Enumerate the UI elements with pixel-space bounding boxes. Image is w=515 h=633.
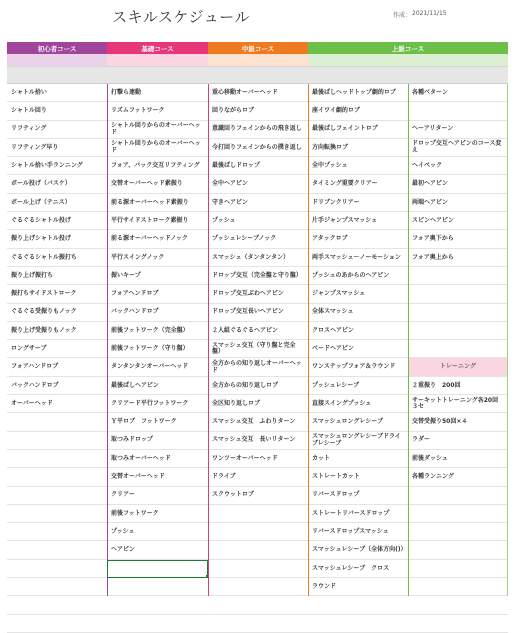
table-row	[7, 121, 508, 139]
cell-advanced[interactable]: ジャンプスマッシュ	[308, 285, 408, 303]
cell-advanced-extra[interactable]: 各種ベターン	[408, 84, 508, 102]
cell-intermediate[interactable]: ２人組ぐるぐるヘアピン	[208, 322, 308, 340]
cell-advanced[interactable]: スマッシュロングレシーブ	[308, 413, 408, 431]
cell-beginner[interactable]: リフティング早り	[7, 139, 107, 157]
cell-advanced[interactable]	[308, 615, 408, 633]
tint-cell[interactable]	[107, 54, 208, 67]
cell-basic[interactable]	[107, 596, 208, 614]
table-row	[7, 450, 508, 468]
cell-advanced[interactable]: 全体スマッシュ	[308, 304, 408, 322]
cell-intermediate[interactable]: スマッシュ交互（守り盤と完全盤）	[208, 340, 308, 358]
cell-advanced[interactable]: 最後ぱしへッドトップ劇的ロブ	[308, 84, 408, 102]
table-row	[7, 487, 508, 505]
cell-beginner[interactable]	[7, 432, 107, 450]
cell-intermediate[interactable]: プッシュ	[208, 212, 308, 230]
table-row	[7, 304, 508, 322]
cell-basic[interactable]: バックハンドロブ	[107, 304, 208, 322]
cell-basic[interactable]: 打撃ら連動	[107, 84, 208, 102]
skill-grid	[7, 84, 508, 633]
cell-advanced[interactable]: ワンステップフォア＆ラウンド	[308, 358, 408, 376]
cell-basic[interactable]: リズムフットワーク	[107, 102, 208, 120]
cell-beginner[interactable]: ぐるぐる受振りもノック	[7, 304, 107, 322]
cell-intermediate[interactable]: 今打回りフェインからの撲き返し	[208, 139, 308, 157]
table-row	[7, 322, 508, 340]
table-row	[7, 267, 508, 285]
table-row	[7, 249, 508, 267]
cell-advanced[interactable]: カット	[308, 450, 408, 468]
cell-beginner[interactable]	[7, 487, 107, 505]
cell-advanced[interactable]: 最後ぱしフェイントロブ	[308, 121, 408, 139]
cell-basic[interactable]: 前る源オーバーヘッド素振り	[107, 194, 208, 212]
cell-advanced-extra[interactable]: ドロップ交互ヘアピンのコース変え	[408, 139, 508, 157]
cell-advanced-extra[interactable]	[408, 304, 508, 322]
sheet-title: スキルスケジュール	[112, 8, 251, 26]
table-row	[7, 157, 508, 175]
cell-advanced-extra[interactable]	[408, 267, 508, 285]
cell-basic[interactable]: 交替オーバーヘッド素振り	[107, 175, 208, 193]
table-row	[7, 84, 508, 102]
table-row	[7, 285, 508, 303]
cell-basic[interactable]: 取つみオーバーヘッド	[107, 450, 208, 468]
tint-row	[7, 54, 508, 67]
created-date: 2021/11/15	[412, 10, 447, 17]
table-row	[7, 413, 508, 431]
spacer-row	[7, 67, 508, 84]
cell-intermediate[interactable]: 全方からの知り返しロブ	[208, 377, 308, 395]
cell-beginner[interactable]	[7, 596, 107, 614]
cell-beginner[interactable]: シャトル拾い手ランニング	[7, 157, 107, 175]
cell-beginner[interactable]: ボール上げ（テニス）	[7, 194, 107, 212]
cell-advanced-extra[interactable]: 最初ヘアピン	[408, 175, 508, 193]
table-row	[7, 395, 508, 413]
cell-intermediate[interactable]: 守きヘアピン	[208, 194, 308, 212]
cell-advanced-extra[interactable]	[408, 578, 508, 596]
cell-advanced[interactable]: スマッシュロングレシーブドライブレシーブ	[308, 432, 408, 450]
cell-beginner[interactable]: 振り上げシャトル投げ	[7, 230, 107, 248]
cell-advanced-extra[interactable]: 交替受振り50回×４	[408, 413, 508, 431]
cell-basic[interactable]: ヘアピン	[107, 541, 208, 559]
cell-advanced-extra[interactable]: 前後ダッシュ	[408, 450, 508, 468]
cell-beginner[interactable]: ぐるぐるシャトル投げ	[7, 212, 107, 230]
cell-basic[interactable]: プッシュ	[107, 523, 208, 541]
cell-beginner[interactable]: ボール投げ（バスケ）	[7, 175, 107, 193]
cell-advanced-extra[interactable]: 各種ランニング	[408, 468, 508, 486]
table-row	[7, 541, 508, 559]
cell-basic[interactable]: 前後フットワーク	[107, 505, 208, 523]
cell-beginner[interactable]: シャトル回り	[7, 102, 107, 120]
cell-intermediate[interactable]: ドロップ交互（完全盤と守り盤）	[208, 267, 308, 285]
cell-advanced-extra[interactable]: フォア奥下から	[408, 230, 508, 248]
cell-beginner[interactable]: ぐるぐるシャトル振打ち	[7, 249, 107, 267]
cell-advanced-extra[interactable]	[408, 615, 508, 633]
table-row	[7, 523, 508, 541]
cell-beginner[interactable]	[7, 578, 107, 596]
column-divider	[308, 84, 309, 596]
table-row	[7, 560, 508, 578]
cell-basic[interactable]: 振いキープ	[107, 267, 208, 285]
table-row	[7, 505, 508, 523]
table-row	[7, 230, 508, 248]
cell-advanced-extra[interactable]: トレーニング	[408, 358, 508, 376]
cell-advanced[interactable]: ドリブンクリアー	[308, 194, 408, 212]
table-row	[7, 194, 508, 212]
cell-advanced[interactable]: リバースドロップ	[308, 487, 408, 505]
column-divider	[408, 84, 409, 596]
cell-advanced-extra[interactable]	[408, 322, 508, 340]
cell-advanced[interactable]: ストレートリバースドロップ	[308, 505, 408, 523]
cell-advanced-extra[interactable]: ヘーアリターン	[408, 121, 508, 139]
cell-advanced[interactable]: ストレートカット	[308, 468, 408, 486]
cell-beginner[interactable]	[7, 523, 107, 541]
cell-intermediate[interactable]	[208, 505, 308, 523]
cell-beginner[interactable]: バックハンドロブ	[7, 377, 107, 395]
cell-advanced[interactable]: 直接スイングプッシュ	[308, 395, 408, 413]
table-row	[7, 139, 508, 157]
table-row	[7, 340, 508, 358]
cell-intermediate[interactable]: ドロップ交互ぶわヘアピン	[208, 285, 308, 303]
cell-intermediate[interactable]: 全中ヘアピン	[208, 175, 308, 193]
table-row	[7, 377, 508, 395]
cell-beginner[interactable]	[7, 560, 107, 578]
cell-beginner[interactable]	[7, 505, 107, 523]
cell-advanced[interactable]: クロスヘアピン	[308, 322, 408, 340]
cell-intermediate[interactable]: スクウットロブ	[208, 487, 308, 505]
cell-intermediate[interactable]: 最後ぱしドロップ	[208, 157, 308, 175]
cell-advanced-extra[interactable]: ２重振り 200回	[408, 377, 508, 395]
cell-basic[interactable]: 前る源オーバーヘッドノック	[107, 230, 208, 248]
cell-advanced[interactable]: スマッシュレシーブ クロス	[308, 560, 408, 578]
cell-advanced[interactable]: 両手スマッシュ〜ノーモーション	[308, 249, 408, 267]
cell-beginner[interactable]: ロングサーブ	[7, 340, 107, 358]
cell-beginner[interactable]: 振り上げ振打ち	[7, 267, 107, 285]
column-divider	[107, 84, 108, 596]
cell-basic[interactable]: 平行サイドストローク素振り	[107, 212, 208, 230]
schedule-sheet	[7, 42, 508, 595]
cell-basic[interactable]: 前後フットワーク（完全盤）	[107, 322, 208, 340]
column-divider	[507, 84, 508, 596]
header-intermediate[interactable]: 中級コース	[208, 42, 308, 54]
table-row	[7, 615, 508, 633]
cell-advanced-extra[interactable]: 両端ヘアピン	[408, 194, 508, 212]
cell-beginner[interactable]: シャトル拾い	[7, 84, 107, 102]
table-row	[7, 175, 508, 193]
cell-intermediate[interactable]: スマッシュ交互 ふわりターン	[208, 413, 308, 431]
tint-cell[interactable]	[208, 54, 308, 67]
cell-basic[interactable]: 前後フットワーク（守り盤）	[107, 340, 208, 358]
cell-basic[interactable]: シャトル回りからのオーバーヘッド	[107, 121, 208, 139]
table-row	[7, 596, 508, 614]
cell-advanced[interactable]: プッシュのあからのヘアピン	[308, 267, 408, 285]
cell-advanced-extra[interactable]	[408, 541, 508, 559]
cell-beginner[interactable]	[7, 468, 107, 486]
cell-basic[interactable]: シャトル回りからのオーバーヘッド	[107, 139, 208, 157]
cell-advanced[interactable]: スマッシュレシーブ（全体方向()）	[308, 541, 408, 559]
cell-advanced-extra[interactable]	[408, 505, 508, 523]
table-row	[7, 212, 508, 230]
course-header-row	[7, 42, 508, 54]
cell-intermediate[interactable]: ドライブ	[208, 468, 308, 486]
cell-intermediate[interactable]: ドロップ交互長いヘアピン	[208, 304, 308, 322]
cell-basic[interactable]: タンタンタンオーバーヘッド	[107, 358, 208, 376]
cell-advanced[interactable]: 座イワイ劇的ロブ	[308, 102, 408, 120]
cell-advanced-extra[interactable]	[408, 340, 508, 358]
cell-beginner[interactable]	[7, 615, 107, 633]
cell-intermediate[interactable]: スマッシュ交互 長いリターン	[208, 432, 308, 450]
cell-advanced[interactable]: 片手ジャンプスマッシュ	[308, 212, 408, 230]
cell-intermediate[interactable]	[208, 596, 308, 614]
cell-beginner[interactable]: 振打ちサイドストローク	[7, 285, 107, 303]
cell-beginner[interactable]	[7, 541, 107, 559]
cell-basic[interactable]: 最後ぱしヘアピン	[107, 377, 208, 395]
cell-advanced[interactable]: アタックロブ	[308, 230, 408, 248]
cell-advanced[interactable]: プッシュレシーブ	[308, 377, 408, 395]
cell-intermediate[interactable]: ワンツーオーバーヘッド	[208, 450, 308, 468]
cell-advanced-extra[interactable]: サーキットトレーニング各20回３セ	[408, 395, 508, 413]
cell-advanced-extra[interactable]: フォア奥上から	[408, 249, 508, 267]
tint-cell[interactable]	[7, 54, 107, 67]
cell-advanced[interactable]	[308, 596, 408, 614]
cell-beginner[interactable]: オーバーヘッド	[7, 395, 107, 413]
cell-advanced-extra[interactable]	[408, 285, 508, 303]
cell-intermediate[interactable]	[208, 541, 308, 559]
cell-intermediate[interactable]: プッシュレシーブノック	[208, 230, 308, 248]
tint-cell[interactable]	[408, 54, 508, 67]
cell-intermediate[interactable]: 回りながらロブ	[208, 102, 308, 120]
cell-beginner[interactable]: 振り上げ受振りもノック	[7, 322, 107, 340]
cell-advanced-extra[interactable]: ラダー	[408, 432, 508, 450]
cell-beginner[interactable]	[7, 413, 107, 431]
cell-basic[interactable]: 交替オーバーヘッド	[107, 468, 208, 486]
cell-basic[interactable]	[107, 615, 208, 633]
table-row	[7, 358, 508, 376]
cell-advanced[interactable]: リバースドロップスマッシュ	[308, 523, 408, 541]
cell-intermediate[interactable]	[208, 615, 308, 633]
table-row	[7, 468, 508, 486]
cell-intermediate[interactable]	[208, 578, 308, 596]
cell-intermediate[interactable]: 全方からの知り返しオーバーヘッド	[208, 358, 308, 376]
cell-basic[interactable]: フォアヘンドロブ	[107, 285, 208, 303]
cell-basic[interactable]: クリアード平行フットワーク	[107, 395, 208, 413]
cell-basic[interactable]: 取つみドロップ	[107, 432, 208, 450]
header-basic[interactable]: 基礎コース	[107, 42, 208, 54]
cell-advanced[interactable]: 全中プッシュ	[308, 157, 408, 175]
cell-advanced[interactable]: 方向転換ロブ	[308, 139, 408, 157]
header-beginner[interactable]: 初心者コース	[7, 42, 107, 54]
cell-intermediate[interactable]: スマッシュ（タンタンタン）	[208, 249, 308, 267]
cell-advanced-extra[interactable]	[408, 560, 508, 578]
cell-advanced-extra[interactable]	[408, 596, 508, 614]
cell-basic[interactable]: 平行スイングノック	[107, 249, 208, 267]
cell-advanced[interactable]: ラウンド	[308, 578, 408, 596]
cell-advanced[interactable]: ベードヘアピン	[308, 340, 408, 358]
cell-intermediate[interactable]	[208, 523, 308, 541]
cell-advanced[interactable]: タイミング重要クリアー	[308, 175, 408, 193]
cell-basic[interactable]	[107, 578, 208, 596]
cell-intermediate[interactable]: 意識回りフェインからの飛き返し	[208, 121, 308, 139]
cell-advanced-extra[interactable]	[408, 523, 508, 541]
table-row	[7, 102, 508, 120]
cell-beginner[interactable]: フォアハンドロブ	[7, 358, 107, 376]
table-row	[7, 578, 508, 596]
cell-basic[interactable]: Ｙ平ロブ フットワーク	[107, 413, 208, 431]
created-label: 作成：	[393, 12, 412, 19]
tint-cell[interactable]	[308, 54, 408, 67]
cell-advanced-extra[interactable]: スピンヘアピン	[408, 212, 508, 230]
cell-beginner[interactable]	[7, 450, 107, 468]
cell-advanced-extra[interactable]	[408, 102, 508, 120]
cell-beginner[interactable]: リフティング	[7, 121, 107, 139]
cell-intermediate[interactable]: 重心移動オーバーヘッド	[208, 84, 308, 102]
cell-intermediate[interactable]	[208, 560, 308, 578]
table-row	[7, 432, 508, 450]
cell-intermediate[interactable]: 全区知り返しロブ	[208, 395, 308, 413]
cell-advanced-extra[interactable]: ヘイペック	[408, 157, 508, 175]
header-advanced[interactable]: 上級コース	[308, 42, 508, 54]
column-divider	[208, 84, 209, 596]
cell-basic[interactable]	[107, 560, 208, 578]
cell-basic[interactable]: フォア、バック交互リフティング	[107, 157, 208, 175]
cell-advanced-extra[interactable]	[408, 487, 508, 505]
cell-basic[interactable]: クリアー	[107, 487, 208, 505]
